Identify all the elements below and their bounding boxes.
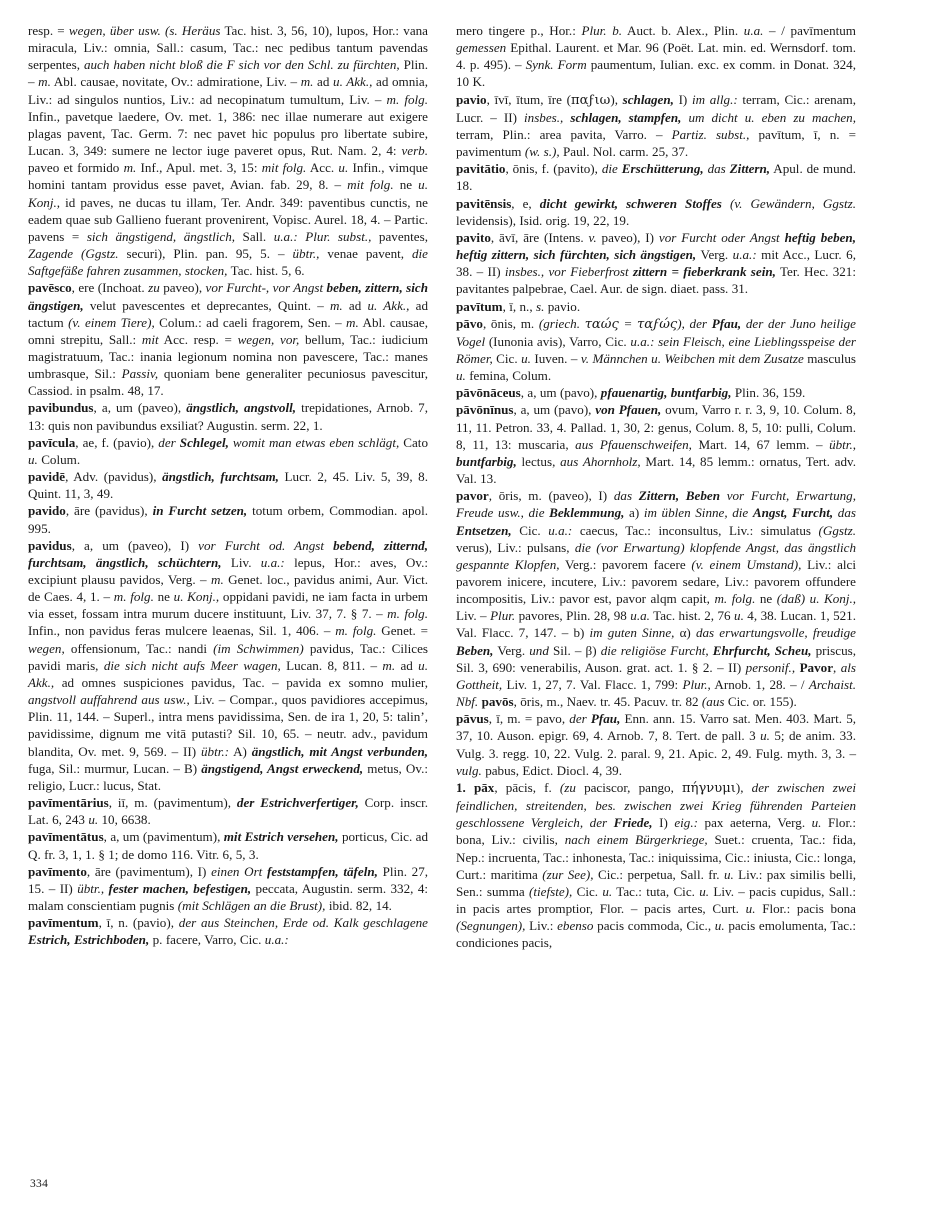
dictionary-entry-pavimento: pavīmento, āre (pavimentum), I) einen Ort feststampfen, täfeln, Plin. 27, 15. – II) übtr., fester machen, befestigen, peccata, Augustin. serm. 332, 4: malam conscientiam pugnis (mit Schlägen an die Brust), ibid. 82, 14. bbox=[28, 863, 429, 913]
dictionary-entry-pavide: pavidē, Adv. (pavidus), ängstlich, furchtsam, Lucr. 2, 45. Liv. 5, 39, 8. Quint. 11, 3, 49. bbox=[28, 469, 428, 502]
dictionary-entry-pavibundus: pavibundus, a, um (paveo), ängstlich, angstvoll, trepidationes, Arnob. 7, 13: quis non pavibundus exsiliat? Augustin. serm. 22, 1. bbox=[28, 400, 429, 433]
dictionary-entry-pavimentatus: pavīmentātus, a, um (pavimentum), mit Estrich versehen, porticus, Cic. ad Q. fr. 3, 1, 1. § 1; de domo 116. Vitr. 6, 5, 3. bbox=[28, 829, 428, 862]
dictionary-entry-pavido: pavido, āre (pavidus), in Furcht setzen, totum orbem, Commodian. apol. 995. bbox=[28, 503, 428, 536]
dictionary-entry-pavo: pāvo, ōnis, m. (griech. ταώς = ταϝώς), der Pfau, der der Juno heilige Vogel (Iunonia avis), Varro, Cic. u.a.: sein Fleisch, eine Lieblingsspeise der Römer, Cic. u. Iuven. – v. Männchen u. Weibchen mit dem Zusatze masculus u. femina, Colum. bbox=[456, 315, 856, 384]
dictionary-entry-pavitatio: pavitātio, ōnis, f. (pavito), die Erschütterung, das Zittern, Apul. de mund. 18. bbox=[456, 161, 857, 194]
dictionary-entry-pavidus: pavidus, a, um (paveo), I) vor Furcht od. Angst bebend, zitternd, furchtsam, ängstlich, schüchtern, Liv. u.a.: lepus, Hor.: aves, Ov.: excipiunt plausu pavidos, Verg. – m. Genet. loc., pavidus animi, Aur. Vict. de Caes. 4, 1. – m. folg. ne u. Konj., oppidani pavidi, ne iam facta in urbem via esset, fossam intra murum ducere instituunt, Liv. 37, 7. § 7. – m. folg. Infin., non pavidus feras mulcere leaenas, Sil. 1, 406. – m. folg. Genet. = wegen, offensionum, Tac.: nandi (im Schwimmen) pavidus, Tac.: Cilices pavidi maris, die sich nicht aufs Meer wagen, Lucan. 8, 811. – m. ad u. Akk., ad omnes suspiciones pavidus, Tac. – pavida ex somno mulier, angstvoll auffahrend aus usw., Liv. – Compar., quos pavidiores accepimus, Plin. 11, 144. – Superl., intra mens pavidissima, Sen. de ira 1, 20, 5: talin’, pavidissime, dignum me vitā putasti? Sil. 10, 65. – neutr. adv., pavidum blandita, Ov. met. 9, 569. – II) übtr.: A) ängstlich, mit Angst verbunden, fuga, Sil.: murmur, Lucan. – B) ängstigend, Angst erweckend, metus, Ov.: religio, Lucr.: lucus, Stat. bbox=[28, 537, 429, 793]
folio-number: 334 bbox=[30, 1178, 49, 1190]
dictionary-entry-pavesco: pavēsco, ere (Inchoat. zu paveo), vor Furcht-, vor Angst beben, zittern, sich ängstigen, velut pavescentes et deprecantes, Quint. – m. ad u. Akk., ad tactum (v. einem Tiere), Colum.: ad caeli fragorem, Sen. – m. Abl. causae, omni strepitu, Sall.: mit Acc. resp. = wegen, vor, bellum, Tac.: iudicium magistratuum, Tac.: inania legionum nomina non pavescere, Tac.: manes umbrasque, Sil.: Passiv, quoniam bene generaliter pecuniosus pavescitur, Cassiod. in psalm. 48, 17. bbox=[28, 280, 428, 399]
dictionary-entry-paveo-continued: resp. = wegen, über usw. (s. Heräus Tac. hist. 3, 56, 10), lupos, Hor.: vana miracula, Liv.: omnia, Sall.: casum, Tac.: nec pedibus tantum pavendas serpentes, auch haben nicht bloß die F sich vor den Schl. zu fürchten, Plin. – m. Abl. causae, novitate, Ov.: admiratione, Liv. – m. ad u. Akk., ad omnia, Liv.: ad singulos nuntios, Liv.: ad necopinatum tumultum, Liv. – m. folg. Infin., pavetque laedere, Ov. met. 1, 386: nec illae numerare aut exigere plagas pavent, Tac. Germ. 7: nec pavet hic populus pro libertate subire, Lucan. 3, 349: sumere ne lector iuge paveret opus, Rut. Nam. 2, 4: verb. paveo et formido m. Inf., Apul. met. 3, 15: mit folg. Acc. u. Infin., vimque homini tantam providus esse pavet, Avian. fab. 29, 8. – mit folg. ne u. Konj., id paves, ne ducas tu illam, Ter. Andr. 349: paventibus cunctis, ne eadem quae sub Gallieno fuerant provenirent, Vopisc. Aurel. 18, 4. – Partic. pavens = sich ängstigend, ängstlich, Sall. u.a.: Plur. subst., paventes, Zagende (Ggstz. securi), Plin. pan. 95, 5. – übtr., venae pavent, die Saftgefäße fahren zusammen, stocken, Tac. hist. 5, 6. bbox=[28, 23, 429, 279]
page-columns bbox=[28, 22, 907, 1162]
dictionary-entry-pavito: pavito, āvī, āre (Intens. v. paveo), I) vor Furcht oder Angst heftig beben, heftig zittern, sich fürchten, sich ängstigen, Verg. u.a.: mit Acc., Lucr. 6, 38. – II) insbes., vor Fieberfrost zittern = fieberkrank sein, Ter. Hec. 321: pavitantes palpebrae, Cael. Aur. de sign. diaet. pass. 31. bbox=[456, 229, 856, 297]
dictionary-entry-pavor: pavor, ōris, m. (paveo), I) das Zittern, Beben vor Furcht, Erwartung, Freude usw., die Beklemmung, a) im üblen Sinne, die Angst, Furcht, das Entsetzen, Cic. u.a.: caecus, Tac.: inconsultus, Liv.: simulatus (Ggstz. verus), Liv.: pulsans, die (vor Erwartung) klopfende Angst, das ängstlich gespannte Klopfen, Verg.: pavorem facere (v. einem Umstand), Liv.: alci pavorem inicere, incutere, Liv.: pavorem sedare, Liv.: pavorem offundere incompositis, Liv.: pavor est, pavor alqm capit, m. folg. ne (daß) u. Konj., Liv. – Plur. pavores, Plin. 28, 98 u.a. Tac. hist. 2, 76 u. 4, 38. Lucan. 1, 521. Val. Flacc. 7, 147. – b) im guten Sinne, α) das erwartungsvolle, freudige Beben, Verg. und Sil. – β) die religiöse Furcht, Ehrfurcht, Scheu, priscus, Sil. 3, 690: venerabilis, Auson. grat. act. 1. § 2. – II) personif., Pavor, als Gottheit, Liv. 1, 27, 7. Val. Flacc. 1, 799: Plur., Arnob. 1, 28. – / Archaist. Nbf. pavōs, ōris, m., Naev. tr. 45. Pacuv. tr. 82 (aus Cic. or. 155). bbox=[456, 488, 857, 710]
left-column bbox=[28, 22, 428, 1162]
dictionary-entry-pavitum: pavītum, ī, n., s. pavio. bbox=[456, 298, 581, 314]
dictionary-entry-pavicula: pavīcula, ae, f. (pavio), der Schlegel, womit man etwas eben schlägt, Cato u. Colum. bbox=[28, 434, 428, 467]
dictionary-entry-pavimentum: pavīmentum, ī, n. (pavio), der aus Steinchen, Erde od. Kalk geschlagene Estrich, Estrichboden, p. facere, Varro, Cic. u.a.: bbox=[28, 915, 428, 948]
dictionary-entry-pavio: pavio, īvī, ītum, īre (παϝιω), schlagen, I) im allg.: terram, Cic.: arenam, Lucr. – II) insbes., schlagen, stampfen, um dicht u. eben zu machen, terram, Plin.: area pavita, Varro. – Partiz. subst., pavītum, ī, n. = pavimentum (w. s.), Paul. Nol. carm. 25, 37. bbox=[456, 91, 856, 160]
dictionary-entry-pavus: pāvus, ī, m. = pavo, der Pfau, Enn. ann. 15. Varro sat. Men. 403. Mart. 5, 37, 10. Auson. epigr. 69, 4. Arnob. 7, 8. Tert. de pall. 3 u. 5; de anim. 33. Vulg. 3. regg. 10, 22. Vulg. 2. paral. 9, 21. Apic. 2, 49. Fulg. myth. 3, 3. – vulg. pabus, Edict. Diocl. 4, 39. bbox=[456, 711, 857, 778]
dictionary-entry-pax: 1. pāx, pācis, f. (zu paciscor, pango, πήγνυμι), der zwischen zwei feindlichen, streitenden, bes. zwischen zwei Krieg führenden Parteien geschlossene Vergleich, der Friede, I) eig.: pax aeterna, Verg. u. Flor.: bona, Liv.: civilis, nach einem Bürgerkriege, Suet.: cruenta, Tac.: fida, Nep.: incruenta, Tac.: inhonesta, Tac.: iniquissima, Cic.: iniusta, Cic.: longa, Curt.: maritima (zur See), Cic.: perpetua, Sall. fr. u. Liv.: pax similis belli, Sen.: summa (tiefste), Cic. u. Tac.: tuta, Cic. u. Liv. – pacis cupidus, Sall.: in pacis artes promptior, Flor. – pacis artes, Curt. u. Flor.: pacis bona (Segnungen), Liv.: ebenso pacis commoda, Cic., u. pacis emolumenta, Tac.: condiciones pacis, bbox=[456, 779, 857, 951]
right-column bbox=[456, 22, 856, 1162]
dictionary-entry-pavoninus: pāvōnīnus, a, um (pavo), von Pfauen, ovum, Varro r. r. 3, 9, 10. Colum. 8, 11, 11. Petron. 33, 4. Pallad. 1, 30, 2: genus, Colum. 8, 5, 10: pulli, Colum. 8, 11, 13: muscaria, aus Pfauenschweifen, Mart. 14, 67 lemm. – übtr., buntfarbig, lectus, aus Ahornholz, Mart. 14, 85 lemm.: ornatus, Tert. adv. Val. 13. bbox=[456, 402, 857, 487]
dictionary-entry-pavimentarius: pavīmentārius, iī, m. (pavimentum), der Estrichverfertiger, Corp. inscr. Lat. 6, 243 u. 10, 6638. bbox=[28, 795, 428, 828]
dictionary-entry-pavonaceus: pāvōnāceus, a, um (pavo), pfauenartig, buntfarbig, Plin. 36, 159. bbox=[456, 385, 806, 401]
dictionary-entry-pavimentum-continued: mero tingere p., Hor.: Plur. b. Auct. b. Alex., Plin. u.a. – / pavīmentum gemessen Epithal. Laurent. et Mar. 96 (Poët. Lat. min. ed. Wernsdorf. tom. 4. p. 495). – Synk. Form paumentum, Iulian. exc. ex comm. in Donat. 324, 10 K. bbox=[456, 23, 856, 90]
dictionary-entry-pavitensis: pavitēnsis, e, dicht gewirkt, schweren Stoffes (v. Gewändern, Ggstz. levidensis), Isid. orig. 19, 22, 19. bbox=[456, 195, 857, 228]
